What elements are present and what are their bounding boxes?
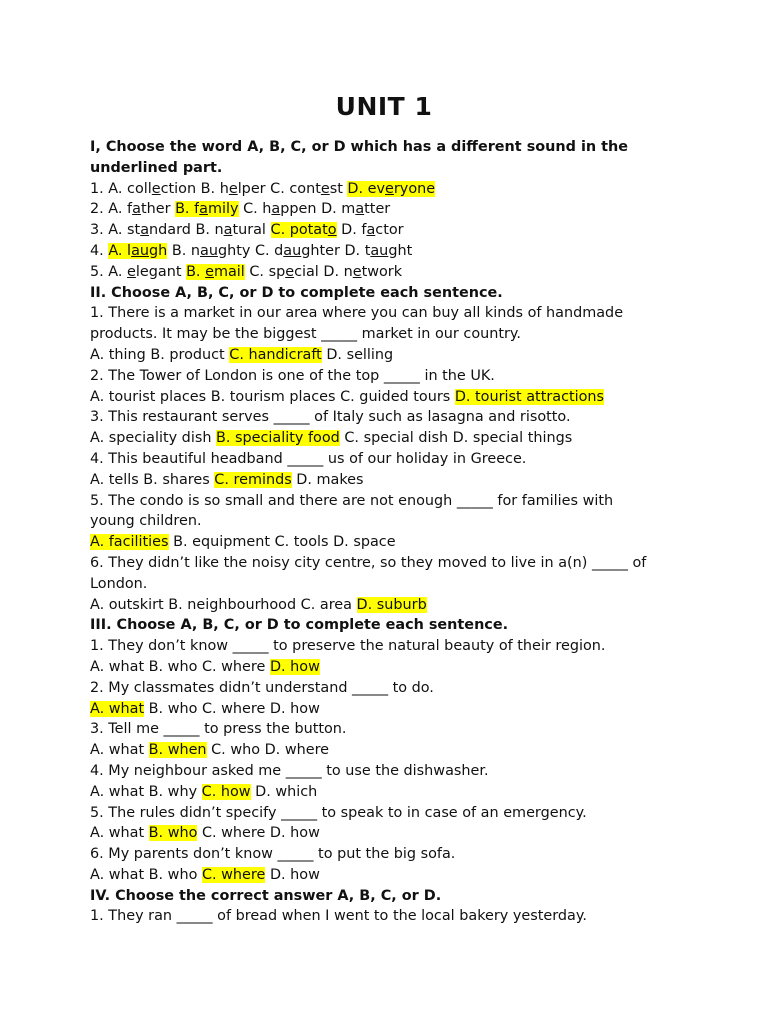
- text-segment: 2. The Tower of London is one of the top _____ in the UK.: [90, 367, 495, 384]
- text-line: [90, 595, 690, 616]
- text-segment: B. n: [167, 242, 200, 259]
- text-segment: A. what B. who C. where: [90, 658, 270, 675]
- text-segment: A. what B. who: [90, 866, 202, 883]
- text-segment: D. selling: [321, 346, 394, 363]
- text-line: [90, 387, 690, 408]
- text-line: [90, 262, 690, 283]
- highlighted-answer: C. how: [201, 783, 251, 800]
- text-segment: ghty C. d: [217, 242, 284, 259]
- highlighted-answer: B. when: [148, 742, 207, 759]
- text-line: [90, 740, 690, 761]
- text-segment: tter: [364, 201, 391, 218]
- text-segment: ther: [140, 201, 176, 218]
- text-segment: 5. The condo is so small and there are not enough _____ for families with: [90, 492, 614, 509]
- text-line: [90, 241, 690, 262]
- text-segment: st: [329, 180, 348, 197]
- section-heading: [90, 158, 690, 179]
- text-segment: 3. This restaurant serves _____ of Italy such as lasagna and risotto.: [90, 409, 571, 426]
- text-line: [90, 491, 690, 512]
- text-segment: B. equipment C. tools D. space: [168, 534, 396, 551]
- text-segment: 2. A. f: [90, 201, 133, 218]
- underlined-letter: e: [151, 180, 161, 197]
- text-line: [90, 345, 690, 366]
- text-line: [90, 823, 690, 844]
- text-segment: 5. A.: [90, 263, 128, 280]
- text-line: [90, 366, 690, 387]
- highlighted-underlined-text: o: [327, 222, 337, 239]
- text-segment: underlined part.: [90, 159, 223, 176]
- highlighted-answer: D. tourist attractions: [454, 388, 605, 405]
- text-segment: C. where D. how: [197, 825, 320, 842]
- underlined-letter: e: [352, 263, 362, 280]
- underlined-letter: e: [285, 263, 295, 280]
- text-line: [90, 199, 690, 220]
- highlighted-answer: mily: [207, 201, 239, 218]
- underlined-letter: e: [228, 180, 238, 197]
- section-heading: [90, 615, 690, 636]
- text-segment: C. who D. where: [206, 742, 330, 759]
- underlined-letter: a: [355, 201, 365, 218]
- highlighted-underlined-text: a: [199, 201, 208, 218]
- highlighted-answer: C. reminds: [214, 471, 292, 488]
- text-segment: C. special dish D. special things: [339, 430, 573, 447]
- highlighted-answer: B.: [186, 263, 206, 280]
- text-line: [90, 324, 690, 345]
- text-segment: C. sp: [244, 263, 286, 280]
- text-segment: tural: [232, 222, 271, 239]
- text-segment: ndard B. n: [149, 222, 224, 239]
- text-line: [90, 844, 690, 865]
- highlighted-answer: C. handicraft: [229, 346, 322, 363]
- text-line: [90, 303, 690, 324]
- highlighted-answer: ryone: [393, 180, 436, 197]
- text-segment: I, Choose the word A, B, C, or D which has a different sound in the: [90, 139, 629, 155]
- underlined-letter: au: [283, 242, 302, 259]
- text-segment: products. It may be the biggest _____ market in our country.: [90, 326, 521, 343]
- text-line: [90, 719, 690, 740]
- text-segment: A. tourist places B. tourism places C. guided tours: [90, 388, 455, 405]
- text-segment: London.: [90, 575, 148, 592]
- text-segment: A. speciality dish: [90, 430, 217, 447]
- text-line: [90, 657, 690, 678]
- text-line: [90, 906, 690, 927]
- highlighted-answer: D. how: [269, 658, 320, 675]
- text-line: [90, 449, 690, 470]
- text-segment: 3. Tell me _____ to press the button.: [90, 721, 347, 738]
- underlined-letter: e: [320, 180, 330, 197]
- text-segment: 4. My neighbour asked me _____ to use the dishwasher.: [90, 762, 489, 779]
- text-line: [90, 574, 690, 595]
- text-line: [90, 511, 690, 532]
- text-segment: A. what: [90, 825, 149, 842]
- text-segment: D. makes: [291, 471, 364, 488]
- text-line: [90, 407, 690, 428]
- text-segment: 1. There is a market in our area where you can buy all kinds of handmade: [90, 305, 624, 322]
- text-segment: ction B. h: [160, 180, 229, 197]
- text-segment: D. which: [250, 783, 318, 800]
- highlighted-answer: gh: [149, 242, 168, 259]
- text-segment: B. who C. where D. how: [144, 700, 320, 717]
- highlighted-answer: B. f: [175, 201, 200, 218]
- text-segment: 3. A. st: [90, 222, 141, 239]
- highlighted-answer: A. l: [108, 242, 132, 259]
- highlighted-answer: D. suburb: [356, 596, 427, 613]
- text-segment: ght: [388, 242, 413, 259]
- underlined-letter: a: [271, 201, 281, 218]
- text-segment: legant: [135, 263, 187, 280]
- page-title: UNIT 1: [335, 92, 433, 121]
- text-line: [90, 553, 690, 574]
- text-segment: ppen D. m: [280, 201, 356, 218]
- text-segment: ctor: [375, 222, 404, 239]
- highlighted-underlined-text: au: [131, 242, 150, 259]
- highlighted-answer: B. who: [148, 825, 198, 842]
- text-segment: 6. My parents don’t know _____ to put the big sofa.: [90, 846, 456, 863]
- text-line: [90, 761, 690, 782]
- underlined-letter: e: [127, 263, 136, 280]
- text-segment: III. Choose A, B, C, or D to complete each sentence.: [90, 617, 509, 634]
- section-heading: [90, 283, 690, 304]
- text-segment: 2. My classmates didn’t understand _____ to do.: [90, 679, 434, 696]
- text-line: [90, 699, 690, 720]
- text-segment: twork: [361, 263, 403, 280]
- text-segment: 4.: [90, 242, 109, 259]
- text-segment: D. f: [336, 222, 367, 239]
- highlighted-answer: C. potat: [270, 222, 328, 239]
- text-segment: cial D. n: [294, 263, 353, 280]
- text-segment: II. Choose A, B, C, or D to complete each sentence.: [90, 284, 503, 301]
- text-segment: A. thing B. product: [90, 346, 230, 363]
- text-segment: A. outskirt B. neighbourhood C. area: [90, 596, 357, 613]
- highlighted-answer: D. ev: [347, 180, 386, 197]
- section-heading: [90, 886, 690, 907]
- highlighted-answer: C. where: [201, 866, 266, 883]
- underlined-letter: au: [200, 242, 218, 259]
- text-line: [90, 220, 690, 241]
- text-segment: C. h: [238, 201, 272, 218]
- text-segment: A. what: [90, 742, 149, 759]
- text-segment: ghter D. t: [301, 242, 371, 259]
- text-segment: lper C. cont: [237, 180, 321, 197]
- text-segment: 5. The rules didn’t specify _____ to speak to in case of an emergency.: [90, 804, 587, 821]
- underlined-letter: a: [366, 222, 376, 239]
- text-segment: IV. Choose the correct answer A, B, C, or D.: [90, 887, 442, 904]
- underlined-letter: a: [132, 201, 141, 218]
- text-segment: 6. They didn’t like the noisy city centre, so they moved to live in a(n) _____ of: [90, 554, 647, 571]
- highlighted-underlined-text: e: [205, 263, 214, 280]
- text-segment: D. how: [265, 866, 320, 883]
- text-line: [90, 782, 690, 803]
- underlined-letter: au: [370, 242, 389, 259]
- text-segment: 1. A. coll: [90, 180, 152, 197]
- text-segment: 1. They don’t know _____ to preserve the natural beauty of their region.: [90, 638, 606, 655]
- text-segment: young children.: [90, 513, 202, 530]
- text-line: [90, 470, 690, 491]
- highlighted-answer: A. what: [90, 700, 145, 717]
- text-segment: 4. This beautiful headband _____ us of our holiday in Greece.: [90, 450, 527, 467]
- text-line: [90, 428, 690, 449]
- highlighted-answer: A. facilities: [90, 534, 169, 551]
- text-segment: 1. They ran _____ of bread when I went to the local bakery yesterday.: [90, 908, 587, 925]
- underlined-letter: a: [223, 222, 233, 239]
- text-line: [90, 532, 690, 553]
- text-segment: A. tells B. shares: [90, 471, 215, 488]
- text-line: [90, 865, 690, 886]
- underlined-letter: a: [140, 222, 150, 239]
- highlighted-underlined-text: e: [385, 180, 394, 197]
- worksheet-body: [90, 137, 690, 927]
- highlighted-answer: mail: [213, 263, 245, 280]
- text-line: [90, 179, 690, 200]
- highlighted-answer: B. speciality food: [216, 430, 340, 447]
- text-line: [90, 803, 690, 824]
- text-segment: A. what B. why: [90, 783, 202, 800]
- text-line: [90, 636, 690, 657]
- text-line: [90, 678, 690, 699]
- section-heading: [90, 137, 690, 158]
